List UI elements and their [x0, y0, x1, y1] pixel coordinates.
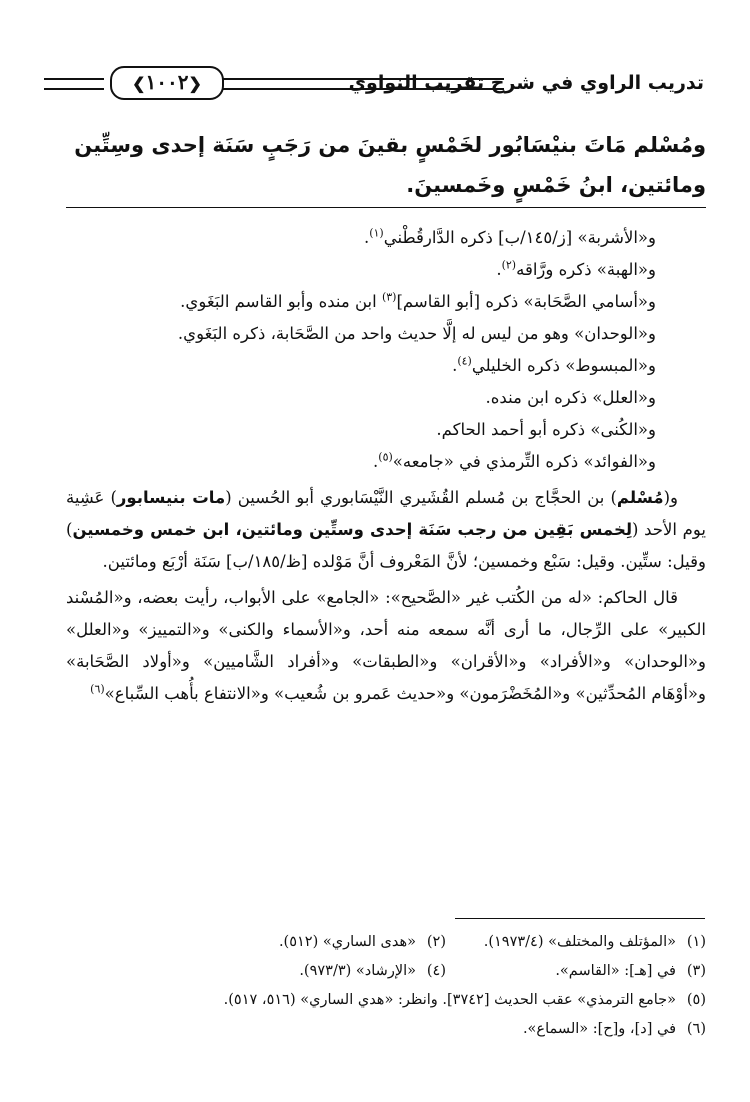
footnote-marker: (٥)	[378, 450, 393, 464]
footnote: (٣)في [هـ]: «القاسم».	[555, 963, 706, 979]
footnote: (٥)«جامع الترمذي» عقب الحديث [٣٧٤٢]. وانظر: «هدي الساري» (٥١٦، ٥١٧).	[223, 992, 706, 1008]
paragraph: و«الهبة» ذكره ورَّاقه$^{(٢)}$.	[496, 258, 656, 279]
page-number: ١٠٠٢	[145, 70, 189, 94]
footnote: (٦)في [د]، و[ح]: «السماع».	[522, 1021, 706, 1037]
footnote-marker: (٣)	[381, 290, 397, 304]
ornament-icon: ❮	[188, 74, 202, 93]
footnote-marker: (٢)	[501, 258, 517, 272]
ornament-icon: ❯	[132, 74, 146, 93]
commentary	[66, 222, 706, 710]
paragraph: و«أسامي الصَّحَابة» ذكره [أبو القاسم]$^{(٣)}$ ابن منده وأبو القاسم البَغَوي.	[180, 290, 656, 311]
matn-text	[66, 125, 706, 205]
footnote-row	[66, 928, 706, 957]
matn-line: ومُسْلم مَاتَ بنيْسَابُور لخَمْسٍ بقينَ من رَجَبٍ سَنَة إحدى وسِتِّين	[74, 133, 706, 157]
footnote-row	[66, 986, 706, 1015]
paragraph: و«الفوائد» ذكره التِّرمذي في «جامعه»$^{(٥)}$.	[373, 450, 656, 471]
paragraph: و«الوحدان» وهو من ليس له إلَّا حديث واحد من الصَّحَابة، ذكره البَغَوي.	[177, 324, 656, 343]
footnote: (١)«المؤتلف والمختلف» (١٩٧٣/٤).	[483, 934, 706, 950]
paragraph: و«الكُنى» ذكره أبو أحمد الحاكم.	[436, 420, 656, 439]
footnotes	[66, 928, 706, 1044]
matn-separator	[66, 207, 706, 208]
paragraph: و«العلل» ذكره ابن منده.	[485, 388, 656, 407]
footnote-marker: (٦)	[90, 682, 105, 696]
paragraph: و«المبسوط» ذكره الخليلي$^{(٤)}$.	[452, 354, 656, 375]
footnote-marker: (١)	[369, 226, 384, 240]
matn-line: ومائتين، ابنُ خَمْسٍ وخَمسينَ.	[406, 173, 706, 197]
page-number-badge	[110, 66, 224, 100]
footnote-marker: (٤)	[457, 354, 472, 368]
header-rule-left	[44, 78, 104, 90]
footnote-row	[66, 1015, 706, 1044]
footnote: (٢)«هدى الساري» (٥١٢).	[278, 934, 446, 950]
running-title: تدريب الراوي في شرح تقريب النواوي	[348, 72, 704, 94]
footnote-row	[66, 957, 706, 986]
page-header	[44, 70, 704, 100]
paragraph: قال الحاكم: «له من الكُتب غير «الصَّحيح»: «الجامع» على الأبواب، رأيت بعضه، و«المُسْند الكبير» على الرِّجال، ما أرى أنَّه سمعه منه أحد، و«الأسماء والكنى» و«التمييز» و«العلل» و«الوحدان» و«الأفراد» و«الأقران» و«الطبقات» و«أفراد الشَّاميين» و«أولاد الصَّحَابة» و«أوْهَام المُحدِّثين» و«المُخَضْرَمون» و«حديث عَمرو بن شُعيب» و«الانتفاع بأُهب السِّباع»$^{(٦)}$	[66, 588, 706, 703]
paragraph: و«الأشربة» [ز/١٤٥/ب] ذكره الدَّارقُطْني$^{(١)}$.	[363, 226, 656, 247]
footnote-separator	[455, 918, 705, 919]
footnote: (٤)«الإرشاد» (٩٧٣/٣).	[299, 963, 446, 979]
paragraph: و(مُسْلم) بن الحجَّاج بن مُسلم القُشَيري النَّيْسَابوري أبو الحُسين (مات بنيسابور) عَشِية يوم الأحد (لِخمس بَقِين من رجب سَنَة إحدى وستِّين ومائتين، ابن خمس وخمسين) وقيل: ستِّين. وقيل: سَبْع وخمسين؛ لأنَّ المَعْروف أنَّ مَوْلده [ظ/١٨٥/ب] سَنَة أرْبَع ومائتين.	[66, 488, 706, 571]
